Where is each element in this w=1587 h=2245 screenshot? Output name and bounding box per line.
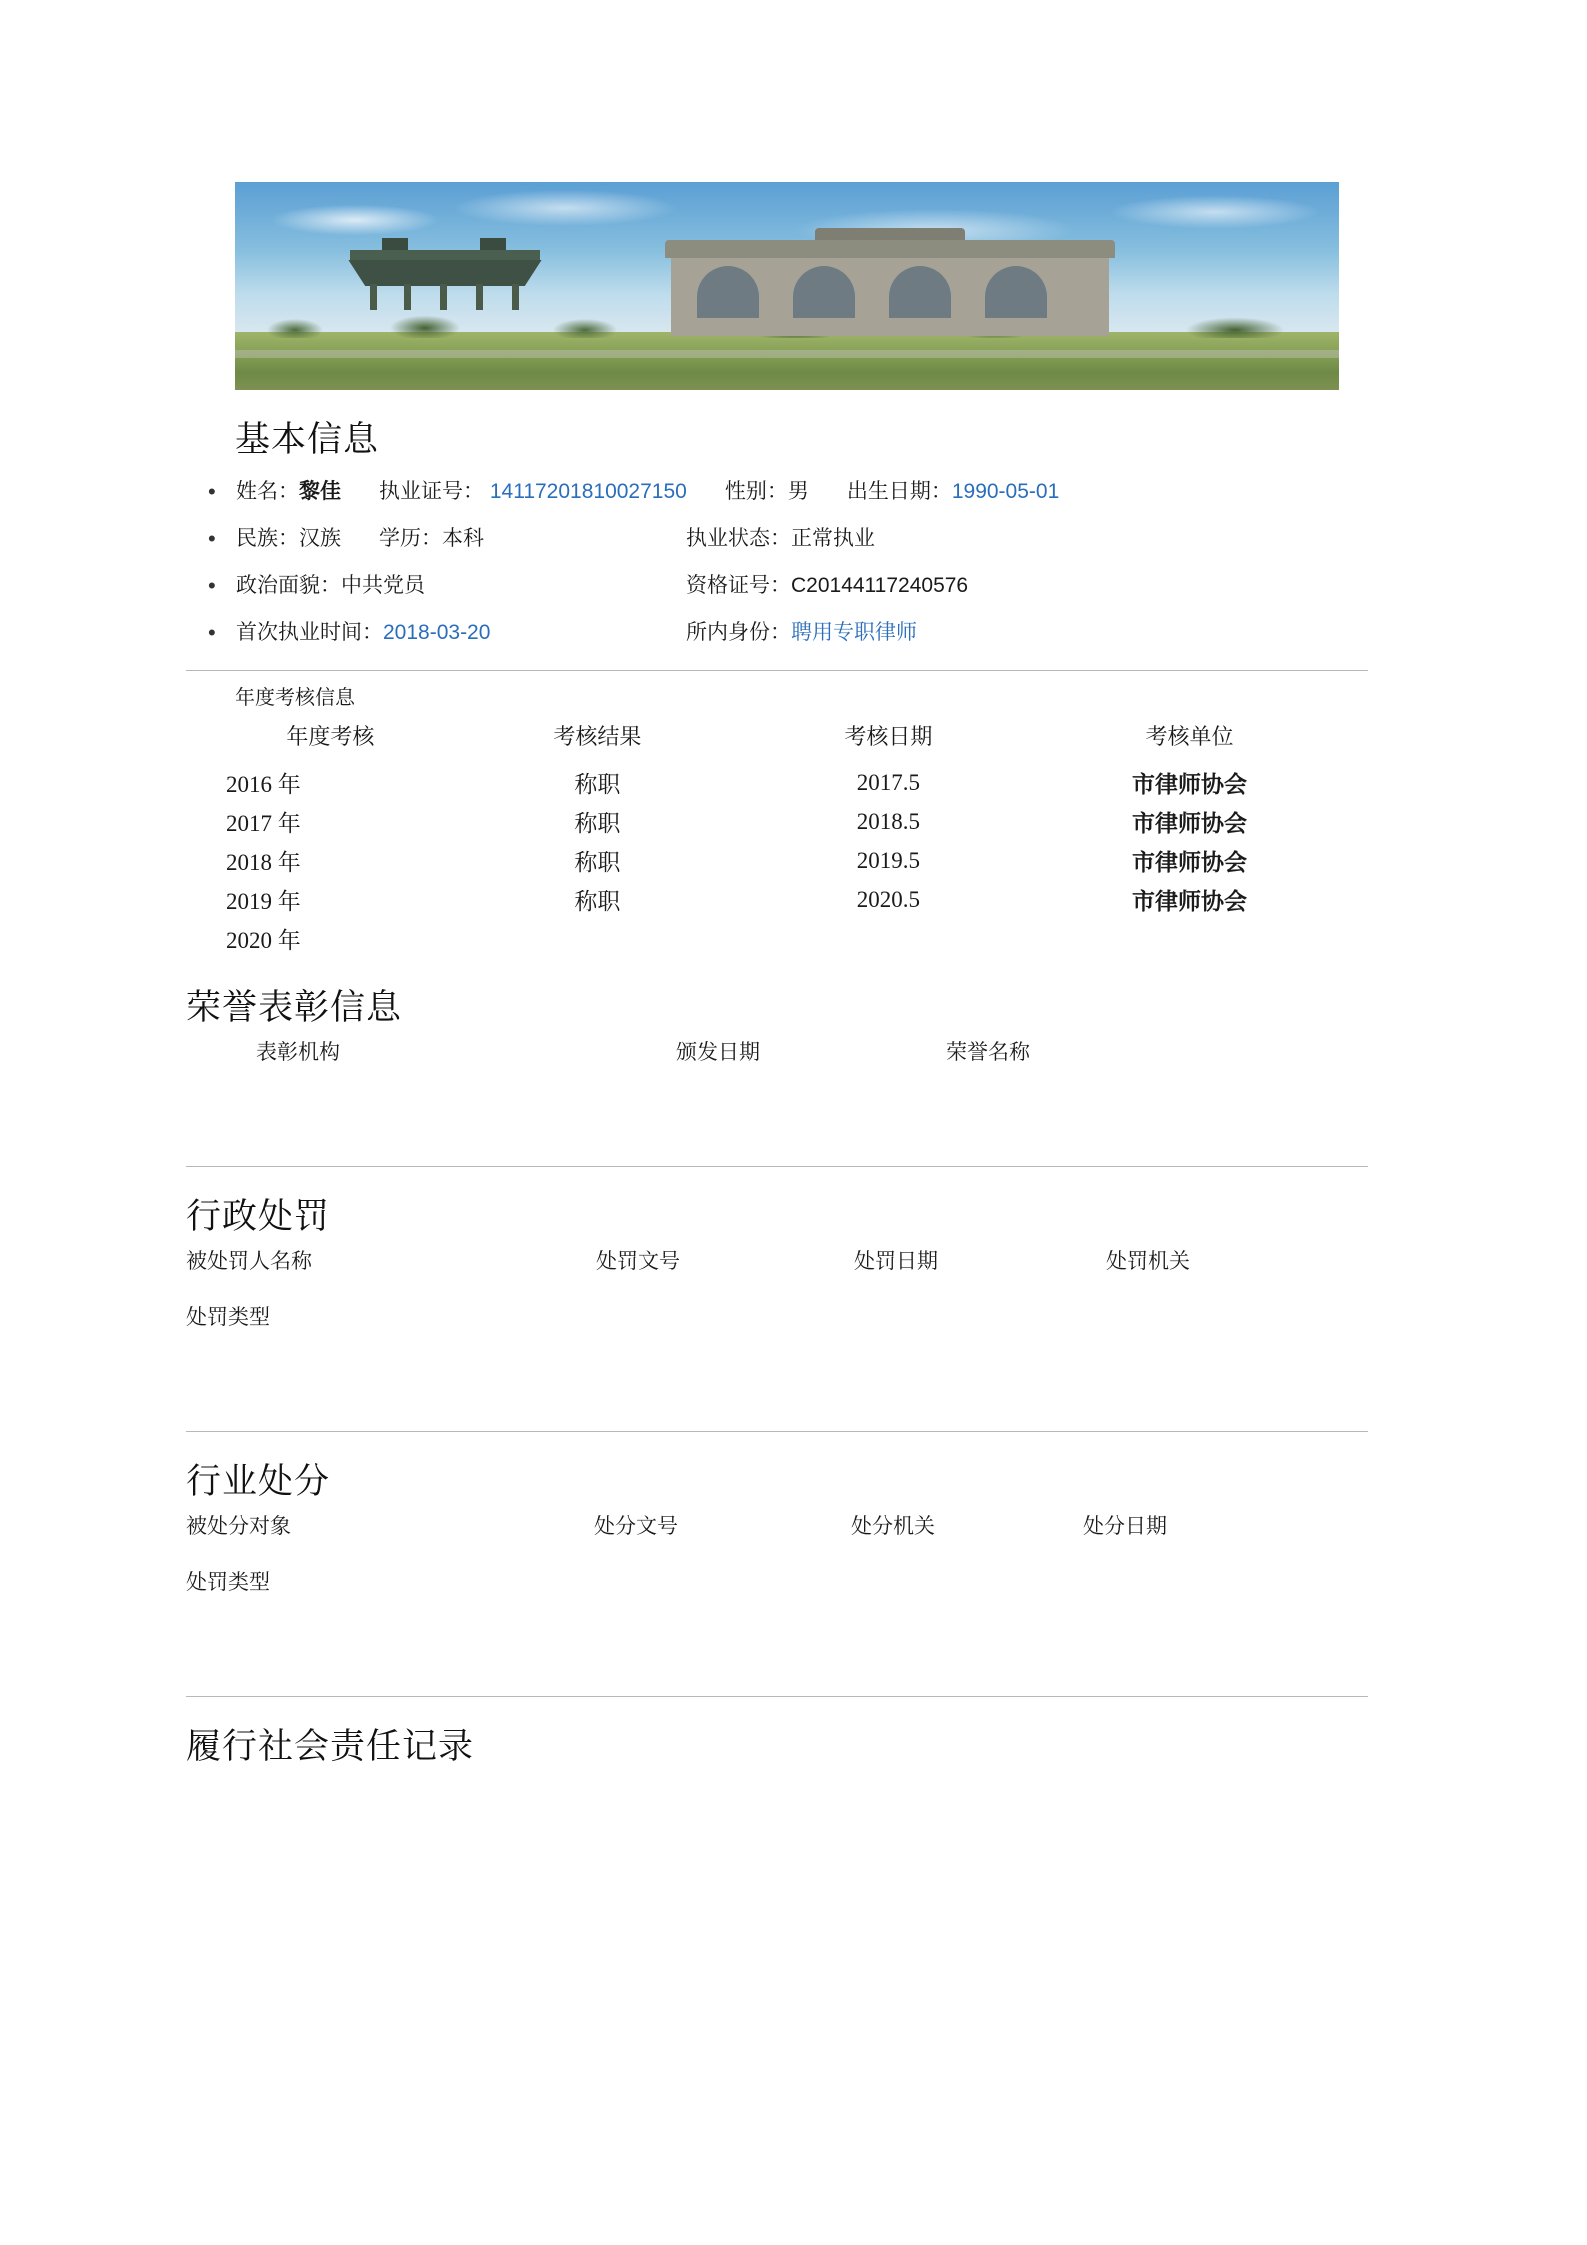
field-value-qualification-no: C20144117240576 bbox=[791, 574, 969, 597]
cell-date bbox=[738, 919, 1039, 958]
field-group-qualification bbox=[686, 562, 968, 609]
cell-date: 2017.5 bbox=[856, 769, 920, 795]
column-header-discipline-type: 处罚类型 bbox=[186, 1571, 270, 1594]
column-header-punishment-doc-no: 处罚文号 bbox=[596, 1250, 680, 1273]
column-header-date: 考核日期 bbox=[844, 724, 933, 749]
field-value-education: 本科 bbox=[442, 527, 484, 550]
column-header-discipline-authority: 处分机关 bbox=[851, 1515, 935, 1538]
column-header-punishment-type: 处罚类型 bbox=[186, 1306, 270, 1329]
cell-year: 2018 年 bbox=[226, 850, 301, 875]
field-value-practice-status: 正常执业 bbox=[791, 527, 875, 550]
field-group-political bbox=[236, 562, 686, 609]
field-value-first-practice-date: 2018-03-20 bbox=[383, 621, 491, 644]
field-label-first-practice-date: 首次执业时间： bbox=[236, 621, 383, 644]
field-group-first-practice bbox=[236, 609, 686, 656]
cell-unit: 市律师协会 bbox=[1131, 811, 1247, 836]
banner-ground bbox=[235, 332, 1339, 390]
field-label-ethnicity: 民族： bbox=[236, 527, 299, 550]
section-title-administrative-punishment: 行政处罚 bbox=[186, 1197, 331, 1236]
cell-unit: 市律师协会 bbox=[1131, 772, 1247, 797]
industry-discipline-empty-body bbox=[186, 1622, 1368, 1682]
field-label-practice-status: 执业状态： bbox=[686, 527, 791, 550]
field-label-education: 学历： bbox=[379, 527, 442, 550]
section-title-industry-discipline: 行业处分 bbox=[186, 1462, 331, 1501]
industry-discipline-column-headers-2 bbox=[186, 1566, 1368, 1622]
honors-empty-body bbox=[186, 1092, 1368, 1152]
annual-review-table bbox=[204, 716, 1340, 958]
field-value-gender: 男 bbox=[787, 480, 809, 503]
cell-year: 2016 年 bbox=[226, 772, 301, 797]
cell-result: 称职 bbox=[574, 850, 621, 875]
administrative-punishment-empty-body bbox=[186, 1357, 1368, 1417]
column-header-honor-name: 荣誉名称 bbox=[946, 1041, 1030, 1064]
column-header-year: 年度考核 bbox=[286, 724, 375, 749]
field-group-firm-identity bbox=[686, 609, 917, 656]
cell-result: 称职 bbox=[574, 772, 621, 797]
column-header-punished-person: 被处罚人名称 bbox=[186, 1250, 312, 1273]
column-header-punishment-date: 处罚日期 bbox=[854, 1250, 938, 1273]
cell-year: 2019 年 bbox=[226, 889, 301, 914]
field-group-ethnicity-education bbox=[236, 515, 686, 562]
column-header-honor-date: 颁发日期 bbox=[676, 1041, 760, 1064]
list-item bbox=[236, 468, 1368, 515]
field-value-political-status: 中共党员 bbox=[341, 574, 425, 597]
field-group-status bbox=[686, 515, 875, 562]
column-header-discipline-date: 处分日期 bbox=[1083, 1515, 1167, 1538]
cell-result: 称职 bbox=[574, 889, 621, 914]
field-value-firm-identity: 聘用专职律师 bbox=[791, 621, 917, 644]
field-label-qualification-no: 资格证号： bbox=[686, 574, 791, 597]
header-banner-image bbox=[235, 182, 1339, 390]
table-row bbox=[204, 919, 1340, 958]
field-label-political-status: 政治面貌： bbox=[236, 574, 341, 597]
cell-unit bbox=[1039, 919, 1340, 958]
list-item bbox=[236, 562, 1368, 609]
cell-year: 2017 年 bbox=[226, 811, 301, 836]
field-value-name: 黎佳 bbox=[299, 480, 341, 503]
field-label-gender: 性别： bbox=[724, 480, 788, 503]
divider bbox=[186, 1696, 1368, 1697]
list-item bbox=[236, 609, 1368, 656]
field-label-license-no: 执业证号： bbox=[379, 480, 484, 503]
cell-unit: 市律师协会 bbox=[1131, 850, 1247, 875]
section-title-honors: 荣誉表彰信息 bbox=[186, 988, 403, 1027]
banner-gate-icon bbox=[665, 240, 1115, 336]
field-value-ethnicity: 汉族 bbox=[299, 527, 341, 550]
cell-result: 称职 bbox=[574, 811, 621, 836]
section-title-annual-review: 年度考核信息 bbox=[235, 687, 355, 709]
field-value-birthdate: 1990-05-01 bbox=[951, 480, 1060, 503]
basic-info-list bbox=[186, 468, 1368, 656]
table-header-row bbox=[204, 716, 1340, 763]
cell-date: 2019.5 bbox=[856, 847, 920, 873]
banner-sculpture-icon bbox=[340, 238, 550, 290]
column-header-disciplined-subject: 被处分对象 bbox=[186, 1515, 291, 1538]
field-value-license-no: 14117201810027150 bbox=[489, 480, 687, 503]
table-row bbox=[204, 763, 1340, 802]
field-label-birthdate: 出生日期： bbox=[846, 480, 952, 503]
document-content bbox=[186, 182, 1368, 1775]
administrative-punishment-column-headers-2 bbox=[186, 1301, 1368, 1357]
column-header-result: 考核结果 bbox=[553, 724, 642, 749]
section-title-social-responsibility: 履行社会责任记录 bbox=[186, 1727, 475, 1766]
table-row bbox=[204, 880, 1340, 919]
list-item bbox=[236, 515, 1368, 562]
table-row bbox=[204, 841, 1340, 880]
field-label-firm-identity: 所内身份： bbox=[686, 621, 791, 644]
honors-column-headers bbox=[186, 1036, 1368, 1092]
column-header-discipline-doc-no: 处分文号 bbox=[594, 1515, 678, 1538]
field-label-name: 姓名： bbox=[236, 480, 299, 503]
administrative-punishment-column-headers bbox=[186, 1245, 1368, 1301]
divider bbox=[186, 1166, 1368, 1167]
cell-year: 2020 年 bbox=[226, 928, 301, 953]
table-row bbox=[204, 802, 1340, 841]
divider bbox=[186, 670, 1368, 671]
column-header-punishment-authority: 处罚机关 bbox=[1106, 1250, 1190, 1273]
column-header-honor-org: 表彰机构 bbox=[256, 1041, 340, 1064]
section-title-basic-info: 基本信息 bbox=[235, 420, 380, 459]
cell-date: 2020.5 bbox=[856, 886, 920, 912]
industry-discipline-column-headers bbox=[186, 1510, 1368, 1566]
cell-unit: 市律师协会 bbox=[1131, 889, 1247, 914]
cell-result bbox=[457, 919, 738, 958]
column-header-unit: 考核单位 bbox=[1145, 724, 1234, 749]
divider bbox=[186, 1431, 1368, 1432]
cell-date: 2018.5 bbox=[856, 808, 920, 834]
